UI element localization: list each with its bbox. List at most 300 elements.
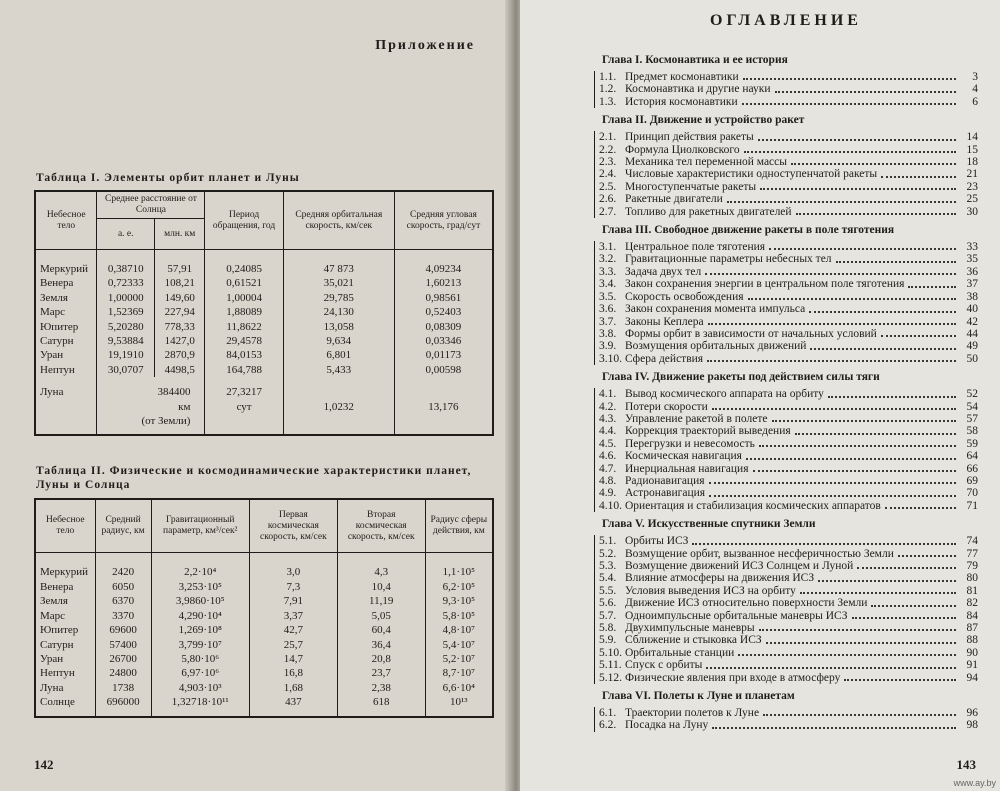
- toc-chapter-title: Глава V. Искусственные спутники Земли: [602, 518, 816, 531]
- toc-entry-number: 3.6.: [599, 303, 617, 316]
- toc-entry-title: Одноимпульсные орбитальные маневры ИСЗ: [625, 609, 848, 622]
- t1-row: [35, 363, 493, 377]
- toc-entry-page: 98: [966, 719, 978, 732]
- t1-cell: 29,4578: [205, 334, 283, 348]
- table2-caption: Таблица II. Физические и космодинамические характеристики планет, Луны и Солнца: [36, 465, 472, 492]
- t2-cell: 3,0: [249, 553, 337, 580]
- toc-entry-title: Формула Циолковского: [625, 143, 740, 156]
- toc-chapter-entries: [594, 71, 978, 108]
- toc-entry-page: 25: [966, 193, 978, 206]
- t1-row: [35, 291, 493, 305]
- t2-cell: 4,8·10⁷: [425, 623, 493, 637]
- t1-cell: 27,3217: [205, 377, 283, 399]
- toc-entry[interactable]: [599, 316, 978, 328]
- toc-entry[interactable]: [599, 303, 978, 315]
- toc-entry-page: 38: [966, 290, 978, 303]
- toc-entry-page: 96: [966, 707, 978, 720]
- t2-cell: 3,9860·10⁵: [151, 594, 249, 608]
- toc-entry-page: 57: [966, 412, 978, 425]
- toc-chapter-entries: [594, 131, 978, 218]
- t1-cell: 35,021: [283, 276, 394, 290]
- t2-cell: 6370: [95, 594, 151, 608]
- toc-entry-number: 1.2.: [599, 83, 617, 96]
- t1-cell: 13,176: [394, 400, 493, 414]
- toc-dot-leader: [791, 156, 956, 165]
- t2-cell: 1738: [95, 681, 151, 695]
- t1-cell: 1,52369: [97, 305, 155, 319]
- t1-cell: 0,01173: [394, 348, 493, 362]
- toc-entry[interactable]: [599, 181, 978, 193]
- t2-cell: 11,19: [337, 594, 425, 608]
- toc-entry[interactable]: [599, 425, 978, 437]
- toc-entry[interactable]: [599, 96, 978, 108]
- t1-cell: [394, 377, 493, 399]
- toc-entry[interactable]: [599, 206, 978, 218]
- toc-entry[interactable]: [599, 291, 978, 303]
- t2-cell: Венера: [35, 580, 95, 594]
- toc-entry[interactable]: [599, 144, 978, 156]
- toc-entry-page: 42: [966, 315, 978, 328]
- toc-entry-page: 14: [966, 131, 978, 144]
- t2-cell: 5,2·10⁷: [425, 652, 493, 666]
- t1-cell: 1427,0: [154, 334, 204, 348]
- toc-entry-number: 4.4.: [599, 425, 617, 438]
- t1-cell: 84,0153: [205, 348, 283, 362]
- toc-entry-title: Физические явления при входе в атмосферу: [625, 671, 841, 684]
- toc-entry-number: 4.1.: [599, 388, 617, 401]
- toc-entry[interactable]: [599, 193, 978, 205]
- t1-moon-row: [35, 377, 493, 399]
- toc-dot-leader: [712, 719, 956, 728]
- toc-entry[interactable]: [599, 168, 978, 180]
- toc-entry-number: 4.9.: [599, 487, 617, 500]
- toc-chapter-entries: [594, 535, 978, 684]
- t1-cell: 0,03346: [394, 334, 493, 348]
- t1-cell: (от Земли): [97, 414, 205, 435]
- t1-cell: Юпитер: [35, 320, 97, 334]
- toc-dot-leader: [753, 463, 957, 472]
- toc-entry-title: Инерциальная навигация: [625, 462, 749, 475]
- toc-dot-leader: [705, 266, 956, 275]
- t1-cell: 19,1910: [97, 348, 155, 362]
- t2-cell: 1,32718·10¹¹: [151, 695, 249, 716]
- toc-entry[interactable]: [599, 241, 978, 253]
- t1-cell: 1,88089: [205, 305, 283, 319]
- toc-entry-title: Посадка на Луну: [625, 719, 709, 732]
- toc-entry-number: 5.2.: [599, 547, 617, 560]
- toc-entry-title: Траектории полетов к Луне: [625, 707, 760, 720]
- t2-cell: Солнце: [35, 695, 95, 716]
- toc-entry-page: 69: [966, 474, 978, 487]
- toc-entry-title: Вывод космического аппарата на орбиту: [625, 388, 824, 401]
- toc-entry-number: 5.3.: [599, 560, 617, 572]
- toc-dot-leader: [766, 634, 956, 643]
- toc-entry[interactable]: [599, 487, 978, 499]
- t1-cell: 9,53884: [97, 334, 155, 348]
- toc-entry-title: Космическая навигация: [625, 450, 742, 463]
- t2-cell: 437: [249, 695, 337, 716]
- right-page: [520, 0, 1000, 791]
- t2-cell: 2,2·10⁴: [151, 553, 249, 580]
- t1-cell: 1,00004: [205, 291, 283, 305]
- t1-header-period: Период обращения, год: [205, 191, 283, 250]
- toc-dot-leader: [763, 707, 956, 716]
- toc-entry-number: 5.11.: [599, 659, 622, 672]
- toc-entry-page: 88: [966, 634, 978, 647]
- table1: [34, 190, 494, 436]
- toc-entry-number: 3.10.: [599, 352, 622, 365]
- t2-row: [35, 681, 493, 695]
- toc-dot-leader: [743, 71, 956, 80]
- t2-cell: 24800: [95, 666, 151, 680]
- toc-dot-leader: [852, 610, 957, 619]
- t2-cell: 6050: [95, 580, 151, 594]
- t2-cell: 3,37: [249, 609, 337, 623]
- toc-chapter-title: Глава VI. Полеты к Луне и планетам: [602, 690, 795, 703]
- t1-row: [35, 305, 493, 319]
- t2-header-body: Небесное тело: [35, 499, 95, 553]
- toc-entry[interactable]: [599, 83, 978, 95]
- toc-entry[interactable]: [599, 622, 978, 634]
- t2-header-grav: Гравитационный параметр, км³/сек²: [151, 499, 249, 553]
- toc-entry[interactable]: [599, 672, 978, 684]
- toc-chapter-title: Глава III. Свободное движение ракеты в поле тяготения: [602, 224, 895, 237]
- t2-cell: 42,7: [249, 623, 337, 637]
- toc-dot-leader: [707, 353, 956, 362]
- toc-entry-number: 5.1.: [599, 535, 617, 548]
- toc-entry-page: 70: [966, 487, 978, 500]
- t1-header-angular-speed: Средняя угловая скорость, град/сут: [394, 191, 493, 250]
- toc-entry-title: Орбиты ИСЗ: [625, 535, 689, 548]
- t2-cell: 57400: [95, 638, 151, 652]
- toc-dot-leader: [759, 438, 956, 447]
- toc-entry[interactable]: [599, 353, 978, 365]
- toc-dot-leader: [727, 193, 956, 202]
- t2-cell: Нептун: [35, 666, 95, 680]
- toc-entry-title: Задача двух тел: [625, 265, 702, 278]
- t2-cell: 25,7: [249, 638, 337, 652]
- toc-dot-leader: [772, 413, 957, 422]
- t2-header-v1: Первая космическая скорость, км/сек: [249, 499, 337, 553]
- table-of-contents: [594, 54, 978, 732]
- toc-entry-number: 4.6.: [599, 450, 617, 463]
- t2-row: [35, 638, 493, 652]
- t2-cell: 1,269·10⁸: [151, 623, 249, 637]
- toc-entry[interactable]: [599, 388, 978, 400]
- t1-header-distance: Среднее расстояние от Солнца: [97, 191, 205, 219]
- toc-entry[interactable]: [599, 71, 978, 83]
- t2-row: [35, 623, 493, 637]
- toc-dot-leader: [712, 401, 956, 410]
- toc-dot-leader: [692, 535, 956, 544]
- toc-entry[interactable]: [599, 707, 978, 719]
- toc-entry[interactable]: [599, 328, 978, 340]
- toc-entry-number: 3.9.: [599, 340, 617, 353]
- toc-entry-number: 5.9.: [599, 634, 617, 647]
- toc-entry-number: 6.1.: [599, 707, 617, 720]
- toc-dot-leader: [738, 647, 956, 656]
- t2-cell: 60,4: [337, 623, 425, 637]
- t1-cell: км: [97, 400, 205, 414]
- toc-entry-title: Сфера действия: [625, 352, 704, 365]
- toc-dot-leader: [769, 241, 956, 250]
- toc-entry[interactable]: [599, 463, 978, 475]
- t2-cell: 4,3: [337, 553, 425, 580]
- toc-entry-title: Сближение и стыковка ИСЗ: [625, 634, 762, 647]
- toc-entry[interactable]: [599, 548, 978, 560]
- toc-entry-page: 66: [966, 462, 978, 475]
- t2-cell: 3370: [95, 609, 151, 623]
- toc-dot-leader: [908, 278, 956, 287]
- t1-cell: 29,785: [283, 291, 394, 305]
- t2-cell: Земля: [35, 594, 95, 608]
- t1-cell: [35, 414, 97, 435]
- toc-entry-page: 3: [972, 71, 978, 83]
- t1-cell: 13,058: [283, 320, 394, 334]
- t1-cell: 778,33: [154, 320, 204, 334]
- toc-entry-page: 59: [966, 437, 978, 450]
- toc-entry-number: 5.7.: [599, 609, 617, 622]
- toc-entry[interactable]: [599, 572, 978, 584]
- t1-cell: 5,433: [283, 363, 394, 377]
- t1-cell: 0,72333: [97, 276, 155, 290]
- toc-chapter-title: Глава II. Движение и устройство ракет: [602, 114, 805, 127]
- toc-chapter-title: Глава I. Космонавтика и ее история: [602, 54, 788, 66]
- toc-entry[interactable]: [599, 450, 978, 462]
- t2-cell: 10,4: [337, 580, 425, 594]
- toc-entry-title: Топливо для ракетных двигателей: [625, 205, 792, 218]
- toc-entry-page: 40: [966, 303, 978, 316]
- t2-cell: Луна: [35, 681, 95, 695]
- toc-entry[interactable]: [599, 500, 978, 512]
- t1-cell: [35, 400, 97, 414]
- toc-entry-number: 4.5.: [599, 437, 617, 450]
- toc-entry-number: 3.1.: [599, 241, 617, 254]
- t1-cell: 1,60213: [394, 276, 493, 290]
- toc-entry-number: 5.10.: [599, 646, 622, 659]
- t1-cell: 164,788: [205, 363, 283, 377]
- toc-entry-number: 4.3.: [599, 412, 617, 425]
- toc-dot-leader: [898, 548, 956, 557]
- t1-cell: 11,8622: [205, 320, 283, 334]
- toc-entry[interactable]: [599, 401, 978, 413]
- toc-entry[interactable]: [599, 266, 978, 278]
- t1-header-au: а. е.: [97, 219, 155, 250]
- t2-cell: 7,3: [249, 580, 337, 594]
- t2-header-v2: Вторая космическая скорость, км/сек: [337, 499, 425, 553]
- t1-row: [35, 348, 493, 362]
- toc-entry[interactable]: [599, 438, 978, 450]
- t1-cell: 0,52403: [394, 305, 493, 319]
- toc-entry[interactable]: [599, 719, 978, 731]
- watermark: www.ay.by: [953, 778, 996, 788]
- t2-row: [35, 695, 493, 716]
- t1-row: [35, 320, 493, 334]
- toc-dot-leader: [881, 168, 956, 177]
- toc-entry-page: 35: [966, 253, 978, 266]
- toc-chapter-entries: [594, 388, 978, 512]
- toc-dot-leader: [844, 672, 956, 681]
- right-page-number: 143: [956, 757, 976, 772]
- toc-entry[interactable]: [599, 475, 978, 487]
- toc-entry-number: 5.4.: [599, 572, 617, 585]
- t1-cell: [394, 414, 493, 435]
- toc-entry[interactable]: [599, 340, 978, 352]
- toc-entry[interactable]: [599, 156, 978, 168]
- toc-entry-page: 64: [966, 450, 978, 463]
- t2-cell: 23,7: [337, 666, 425, 680]
- toc-title: ОГЛАВЛЕНИЕ: [710, 12, 862, 29]
- toc-entry[interactable]: [599, 535, 978, 547]
- toc-entry-number: 3.2.: [599, 253, 617, 266]
- toc-entry[interactable]: [599, 413, 978, 425]
- t1-cell: Земля: [35, 291, 97, 305]
- toc-entry-number: 2.7.: [599, 205, 617, 218]
- toc-entry-page: 50: [966, 352, 978, 365]
- toc-entry[interactable]: [599, 278, 978, 290]
- t2-cell: 1,68: [249, 681, 337, 695]
- toc-entry[interactable]: [599, 560, 978, 572]
- t1-cell: сут: [205, 400, 283, 414]
- toc-dot-leader: [709, 475, 956, 484]
- toc-entry-page: 37: [966, 278, 978, 291]
- t1-header-body: Небесное тело: [35, 191, 97, 250]
- toc-entry-number: 2.4.: [599, 168, 617, 181]
- toc-entry-title: Влияние атмосферы на движения ИСЗ: [625, 572, 815, 585]
- toc-entry-number: 4.2.: [599, 400, 617, 413]
- toc-dot-leader: [810, 340, 956, 349]
- t2-cell: Меркурий: [35, 553, 95, 580]
- t1-cell: 227,94: [154, 305, 204, 319]
- toc-entry-title: Многоступенчатые ракеты: [625, 180, 757, 193]
- toc-chapter-entries: [594, 241, 978, 365]
- toc-entry-page: 23: [966, 180, 978, 193]
- t2-cell: 4,903·10³: [151, 681, 249, 695]
- t1-cell: 0,38710: [97, 250, 155, 277]
- toc-entry[interactable]: [599, 585, 978, 597]
- t1-cell: 0,61521: [205, 276, 283, 290]
- toc-entry-page: 90: [966, 646, 978, 659]
- toc-entry-number: 3.5.: [599, 290, 617, 303]
- t1-cell: Марс: [35, 305, 97, 319]
- toc-entry-page: 30: [966, 205, 978, 218]
- t2-cell: 36,4: [337, 638, 425, 652]
- t1-cell: Сатурн: [35, 334, 97, 348]
- toc-entry-title: Числовые характеристики одноступенчатой ракеты: [625, 168, 878, 181]
- toc-entry-page: 80: [966, 572, 978, 585]
- toc-dot-leader: [758, 131, 956, 140]
- toc-entry[interactable]: [599, 634, 978, 646]
- toc-entry-page: 36: [966, 265, 978, 278]
- toc-entry-page: 49: [966, 340, 978, 353]
- toc-entry-number: 2.6.: [599, 193, 617, 206]
- toc-entry-title: Законы Кеплера: [625, 315, 704, 328]
- t2-cell: 5,8·10⁵: [425, 609, 493, 623]
- toc-entry-page: 6: [972, 95, 978, 108]
- toc-entry-number: 6.2.: [599, 719, 617, 732]
- t2-cell: 20,8: [337, 652, 425, 666]
- table1-caption: Таблица I. Элементы орбит планет и Луны: [36, 172, 300, 184]
- toc-entry[interactable]: [599, 597, 978, 609]
- toc-dot-leader: [836, 253, 956, 262]
- table2: [34, 498, 494, 717]
- toc-entry-page: 79: [966, 560, 978, 572]
- toc-entry-page: 18: [966, 156, 978, 169]
- toc-entry[interactable]: [599, 610, 978, 622]
- toc-entry-number: 1.1.: [599, 71, 617, 83]
- t1-moon-row: [35, 400, 493, 414]
- t1-cell: Нептун: [35, 363, 97, 377]
- toc-entry-title: Перегрузки и невесомость: [625, 437, 755, 450]
- toc-entry-number: 5.5.: [599, 584, 617, 597]
- toc-dot-leader: [800, 585, 956, 594]
- t1-cell: 30,0707: [97, 363, 155, 377]
- toc-entry-title: Потери скорости: [625, 400, 708, 413]
- toc-entry-page: 84: [966, 609, 978, 622]
- toc-entry-number: 4.7.: [599, 462, 617, 475]
- t1-cell: 2870,9: [154, 348, 204, 362]
- toc-entry-number: 3.8.: [599, 327, 617, 340]
- toc-entry-title: Закон сохранения момента импульса: [625, 303, 806, 316]
- toc-entry[interactable]: [599, 131, 978, 143]
- toc-dot-leader: [818, 572, 956, 581]
- t1-cell: 9,634: [283, 334, 394, 348]
- t1-cell: [283, 377, 394, 399]
- t1-cell: 108,21: [154, 276, 204, 290]
- t2-cell: Юпитер: [35, 623, 95, 637]
- toc-entry-title: Спуск с орбиты: [625, 659, 703, 672]
- toc-entry-title: Движение ИСЗ относительно поверхности Земли: [625, 597, 868, 610]
- t2-cell: Сатурн: [35, 638, 95, 652]
- toc-entry-title: Ракетные двигатели: [625, 193, 723, 206]
- toc-entry-title: Механика тел переменной массы: [625, 156, 787, 169]
- t2-cell: 5,05: [337, 609, 425, 623]
- t2-cell: 696000: [95, 695, 151, 716]
- toc-entry-page: 52: [966, 388, 978, 401]
- toc-entry[interactable]: [599, 647, 978, 659]
- t2-cell: 1,1·10⁵: [425, 553, 493, 580]
- t1-cell: 0,98561: [394, 291, 493, 305]
- t1-header-orbital-speed: Средняя орбитальная скорость, км/сек: [283, 191, 394, 250]
- t2-cell: 5,4·10⁷: [425, 638, 493, 652]
- toc-dot-leader: [708, 316, 956, 325]
- toc-entry-page: 21: [966, 168, 978, 181]
- toc-entry-title: Космонавтика и другие науки: [625, 83, 771, 96]
- t1-moon-row: [35, 414, 493, 435]
- t2-cell: 6,2·10⁵: [425, 580, 493, 594]
- t1-cell: Уран: [35, 348, 97, 362]
- t1-cell: [283, 414, 394, 435]
- toc-dot-leader: [775, 83, 957, 92]
- toc-dot-leader: [795, 425, 956, 434]
- toc-entry-page: 81: [966, 584, 978, 597]
- t1-header-mln-km: млн. км: [154, 219, 204, 250]
- t2-cell: 2,38: [337, 681, 425, 695]
- toc-entry-title: Управление ракетой в полете: [625, 412, 768, 425]
- toc-entry-title: Формы орбит в зависимости от начальных условий: [625, 327, 877, 340]
- toc-entry-title: Радионавигация: [625, 474, 705, 487]
- t1-cell: [205, 414, 283, 435]
- toc-dot-leader: [885, 500, 956, 509]
- toc-entry[interactable]: [599, 253, 978, 265]
- toc-entry-number: 4.10.: [599, 499, 622, 512]
- t1-cell: 5,20280: [97, 320, 155, 334]
- toc-entry[interactable]: [599, 659, 978, 671]
- t2-cell: 618: [337, 695, 425, 716]
- t1-cell: 47 873: [283, 250, 394, 277]
- t1-cell: 149,60: [154, 291, 204, 305]
- t1-cell: Венера: [35, 276, 97, 290]
